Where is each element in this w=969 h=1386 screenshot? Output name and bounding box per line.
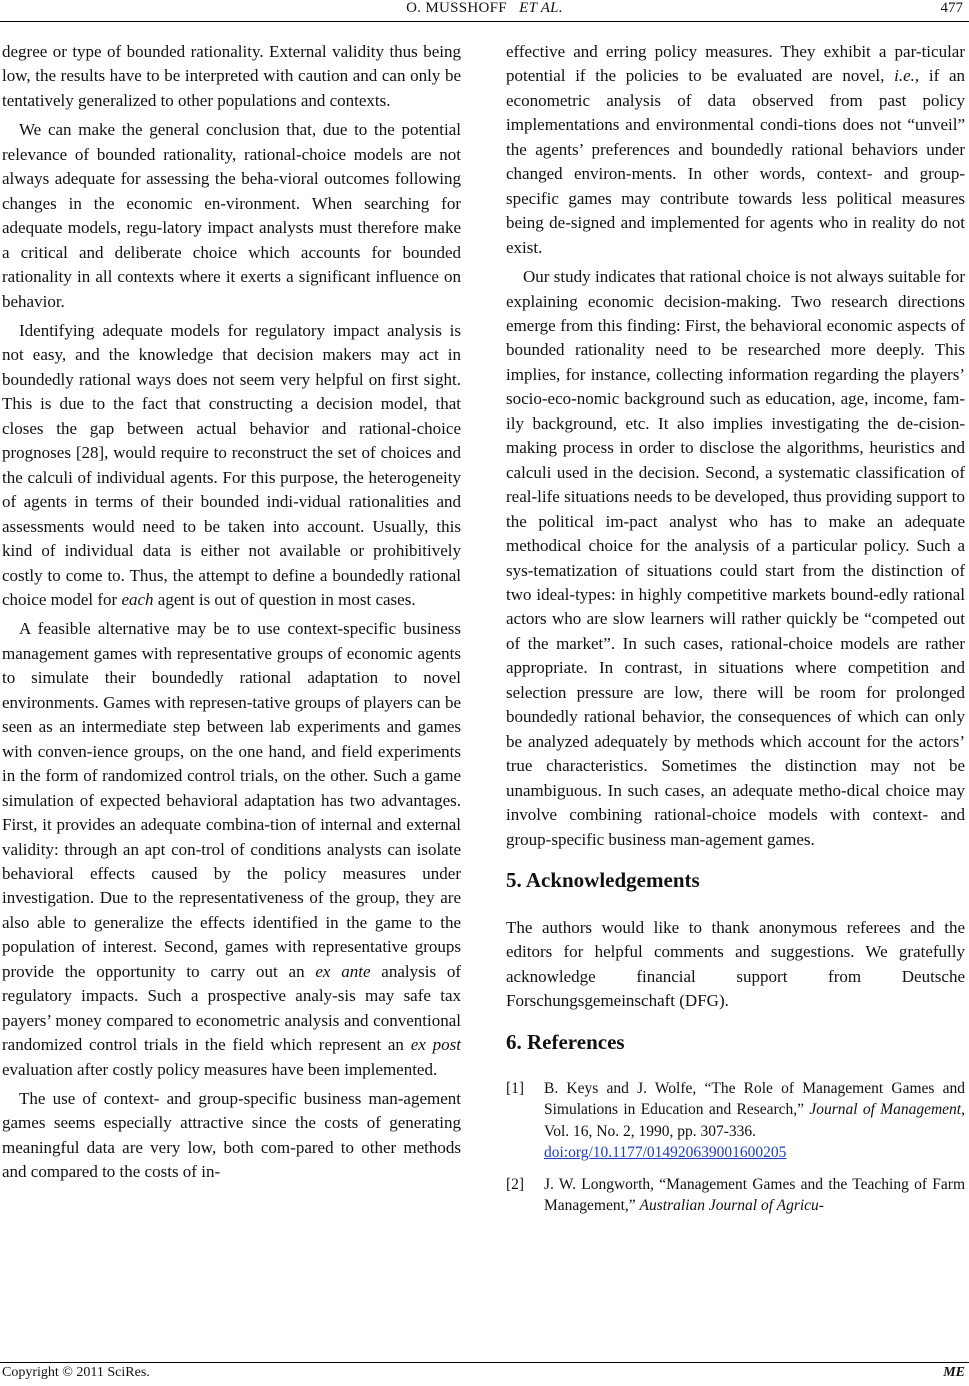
reference-item — [506, 1174, 965, 1217]
right-p1-text-b: , if an econometric analysis of data observed from past policy implementations and environmental condi-tions does not “unveil” the agents’ preferences and boundedly rational behaviors under changed environ-ments. In other words, context- and group-specific games may contribute towards less political measures being de-signed and implemented for agents who in reality do not exist. — [506, 66, 965, 257]
references-heading: 6. References — [506, 1029, 625, 1054]
reference-details: , Vol. 16, No. 2, 1990, pp. 307-336. — [544, 1101, 965, 1140]
left-paragraph-1: degree or type of bounded rationality. External validity thus being low, the results have to be interpreted with caution and can only be tentatively generalized to other populations and contexts. — [2, 42, 461, 110]
journal-abbreviation: ME — [943, 1365, 965, 1380]
left-p3-text-a: Identifying adequate models for regulatory impact analysis is not easy, and the knowledge that decision makers may act in boundedly rational ways does not seem very helpful on first sight. This is due to the fact that constructing a decision model, that closes the gap between actual behavior and rational-choice prognoses [28], would require to reconstruct the set of choices and the calculi of individual agents. For this purpose, the heterogeneity of agents in terms of their bounded indi-vidual rationalities and assessments would need to be taken into account. Usually, this kind of individual data is either not available or prohibitively costly to come to. Thus, the attempt to define a boundedly rational choice model for — [2, 320, 461, 609]
left-p3-text-b: agent is out of question in most cases. — [153, 589, 416, 609]
running-title-etal: ET AL. — [519, 0, 563, 16]
header-rule — [0, 21, 969, 22]
acknowledgements-heading: 5. Acknowledgements — [506, 867, 700, 892]
page-header — [0, 0, 969, 22]
left-paragraph-2: We can make the general conclusion that, due to the potential relevance of bounded rationality, rational-choice models are not always adequate for assessing the beha-vioral outcomes following changes in the economic en-vironment. When searching for adequate models, regu-latory impact analysts must therefore make a critical and deliberate choice which accounts for bounded rationality in all contexts where it exerts a significant influence on behavior. — [2, 120, 461, 311]
left-column — [2, 40, 461, 1190]
reference-text: J. W. Longworth, “Management Games and the Teaching of Farm Management,” — [544, 1175, 965, 1215]
left-p3-emphasis: each — [121, 589, 154, 609]
reference-doi-link[interactable]: doi:org/10.1177/014920639001600205 — [544, 1144, 787, 1162]
left-p4-emphasis-ex-post: ex post — [410, 1035, 461, 1055]
left-paragraph-5: The use of context- and group-specific business man-agement games seems especially attractive since the costs of generating meaningful data are very low, both com-pared to other methods and compared to the costs of in- — [2, 1089, 461, 1182]
left-paragraph-4 — [2, 617, 461, 1082]
footer-rule — [0, 1362, 969, 1363]
reference-text: B. Keys and J. Wolfe, “The Role of Management Games and Simulations in Education and Research,” — [544, 1079, 965, 1119]
running-title — [0, 0, 969, 17]
left-p4-text-c: evaluation after costly policy measures have been implemented. — [2, 1059, 438, 1079]
reference-number: [2] — [506, 1175, 525, 1193]
left-p4-text-b: analysis of regulatory impacts. Such a prospective analy-sis may safe tax payers’ money compared to econometric analysis and conventional randomized control trials in the field which represent an — [2, 961, 461, 1055]
reference-body — [544, 1174, 965, 1217]
running-title-authors: O. MUSSHOFF — [406, 0, 507, 16]
reference-body — [544, 1078, 965, 1164]
page-number: 477 — [940, 0, 963, 16]
left-p4-text-a: A feasible alternative may be to use context-specific business management games with representative groups of economic agents to simulate their boundedly rational adaptation to novel environments. Games with represen-tative groups of players can be seen as an intermediate step between lab experiments and games with conven-ience groups, on the one hand, and field experiments in the form of randomized control trials, on the other. Such a game simulation of expected behavioral adaptation has two advantages. First, it provides an adequate combina-tion of internal and external validity: through an apt con-trol of conditions analysts can isolate behavioral effects caused by the policy measures under investigation. Due to the representativeness of the group, they are also able to generalize the effects identified in the game to the population of interest. Second, games with representative groups provide the opportunity to carry out an — [2, 619, 461, 981]
copyright-notice: Copyright © 2011 SciRes. — [2, 1365, 150, 1380]
reference-list — [506, 1078, 965, 1217]
right-paragraph-1 — [506, 40, 965, 260]
right-p1-text-a: effective and erring policy measures. They exhibit a par-ticular potential if the policies to be evaluated are novel, — [506, 42, 965, 86]
right-paragraph-2: Our study indicates that rational choice is not always suitable for explaining economic decision-making. Two research directions emerge from this finding: First, the behavioral economic aspects of bounded rationality need to be researched more deeply. This implies, for instance, collecting information regarding the players’ socio-eco-nomic background such as education, age, income, fam-ily background, etc. It also implies investigating the de-cision-making process in order to disclose the algorithms, heuristics and calculi used in the decision. Second, a systematic classification of real-life situations needs to be developed, thus providing support to the political im-pact analyst who has to make an adequate methodical choice for the analysis of a particular policy. Such a sys-tematization of situations could start from the distinction of two ideal-types: in highly competitive markets bound-edly rational actors who are slow learners will rather quickly be “competed out of the market”. In such cases, rational-choice models are rather appropriate. In contrast, in situations where competition and selection pressure are low, there will be room for prolonged boundedly rational behavior, the consequences of which can only be analyzed adequately by methods which account for the actors’ true characteristics. Sometimes the distinction may not be unambiguous. In such cases, an adequate metho-dical choice may involve combining rational-choice models with context- and group-specific business man-agement games. — [506, 267, 965, 849]
left-paragraph-3 — [2, 319, 461, 612]
reference-number: [1] — [506, 1079, 525, 1097]
left-p4-emphasis-ex-ante: ex ante — [315, 961, 371, 981]
reference-journal: Journal of Management — [809, 1101, 962, 1119]
acknowledgements-text: The authors would like to thank anonymous referees and the editors for helpful comments and suggestions. We gratefully acknowledge financial support from Deutsche Forschungsgemeinschaft (DFG). — [506, 917, 965, 1011]
reference-journal: Australian Journal of Agricu- — [639, 1197, 824, 1215]
page-footer — [0, 1362, 969, 1386]
right-column — [506, 40, 965, 1227]
reference-item — [506, 1078, 965, 1164]
right-p1-emphasis: i.e. — [894, 66, 915, 86]
